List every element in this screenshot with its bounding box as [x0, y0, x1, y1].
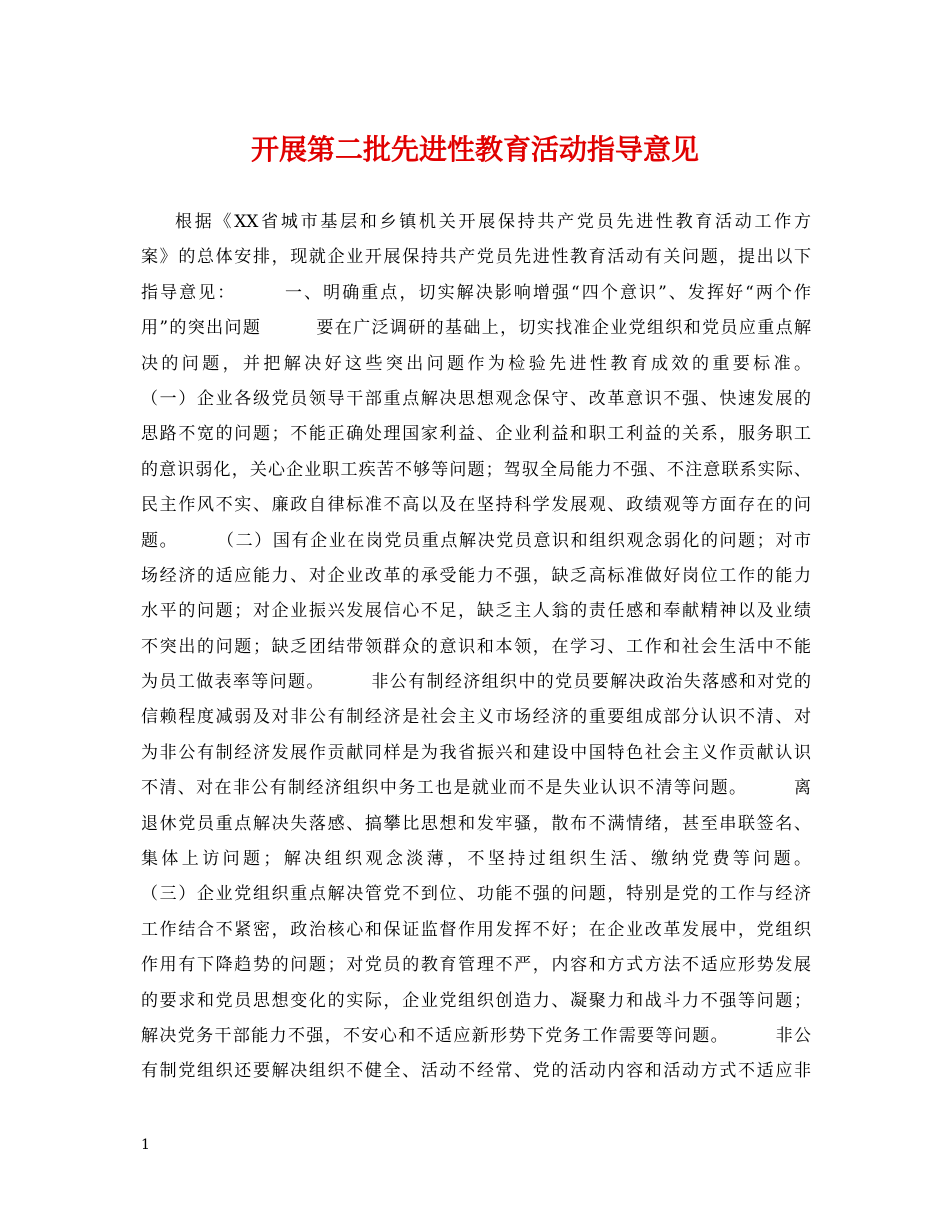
- body-line: 为非公有制经济发展作贡献同样是为我省振兴和建设中国特色社会主义作贡献认识: [141, 742, 811, 763]
- document-body: [141, 205, 811, 1090]
- body-line: 水平的问题；对企业振兴发展信心不足，缺乏主人翁的责任感和奉献精神以及业绩: [141, 601, 811, 622]
- body-line: 用”的突出问题 要在广泛调研的基础上，切实找准企业党组织和党员应重点解: [141, 318, 811, 339]
- body-line: 集体上访问题；解决组织观念淡薄，不坚持过组织生活、缴纳党费等问题。: [141, 849, 811, 870]
- body-line: 退休党员重点解决失落感、搞攀比思想和发牢骚，散布不满情绪，甚至串联签名、: [141, 813, 811, 834]
- body-line: （三）企业党组织重点解决管党不到位、功能不强的问题，特别是党的工作与经济: [141, 884, 811, 905]
- body-line: 工作结合不紧密，政治核心和保证监督作用发挥不好；在企业改革发展中，党组织: [141, 919, 811, 940]
- body-line: 为员工做表率等问题。 非公有制经济组织中的党员要解决政治失落感和对党的: [141, 672, 811, 693]
- body-line: 不突出的问题；缺乏团结带领群众的意识和本领，在学习、工作和社会生活中不能: [141, 636, 811, 657]
- body-line: 案》的总体安排，现就企业开展保持共产党员先进性教育活动有关问题，提出以下: [141, 247, 811, 268]
- body-line: 不清、对在非公有制经济组织中务工也是就业而不是失业认识不清等问题。 离: [141, 778, 811, 799]
- body-line: 指导意见： 一、明确重点，切实解决影响增强“四个意识”、发挥好“两个作: [141, 282, 811, 303]
- body-line: 解决党务干部能力不强，不安心和不适应新形势下党务工作需要等问题。 非公: [141, 1025, 811, 1046]
- body-line: 思路不宽的问题；不能正确处理国家利益、企业利益和职工利益的关系，服务职工: [141, 424, 811, 445]
- body-line: 民主作风不实、廉政自律标准不高以及在坚持科学发展观、政绩观等方面存在的问: [141, 495, 811, 516]
- body-line: 的意识弱化，关心企业职工疾苦不够等问题；驾驭全局能力不强、不注意联系实际、: [141, 459, 811, 480]
- body-line: 根据《XX省城市基层和乡镇机关开展保持共产党员先进性教育活动工作方: [175, 212, 811, 232]
- body-line: 作用有下降趋势的问题；对党员的教育管理不严，内容和方式方法不适应形势发展: [141, 955, 811, 976]
- document-title: 开展第二批先进性教育活动指导意见: [250, 133, 699, 166]
- page-number: 1: [141, 1137, 150, 1153]
- body-line: 的要求和党员思想变化的实际，企业党组织创造力、凝聚力和战斗力不强等问题；: [141, 990, 811, 1011]
- body-line: 信赖程度减弱及对非公有制经济是社会主义市场经济的重要组成部分认识不清、对: [141, 707, 811, 728]
- body-line: 有制党组织还要解决组织不健全、活动不经常、党的活动内容和活动方式不适应非: [141, 1061, 811, 1082]
- body-line: 场经济的适应能力、对企业改革的承受能力不强，缺乏高标准做好岗位工作的能力: [141, 565, 811, 586]
- body-line: 决的问题，并把解决好这些突出问题作为检验先进性教育成效的重要标准。: [141, 353, 811, 374]
- body-line: （一）企业各级党员领导干部重点解决思想观念保守、改革意识不强、快速发展的: [141, 388, 811, 409]
- body-line: 题。 （二）国有企业在岗党员重点解决党员意识和组织观念弱化的问题；对市: [141, 530, 811, 551]
